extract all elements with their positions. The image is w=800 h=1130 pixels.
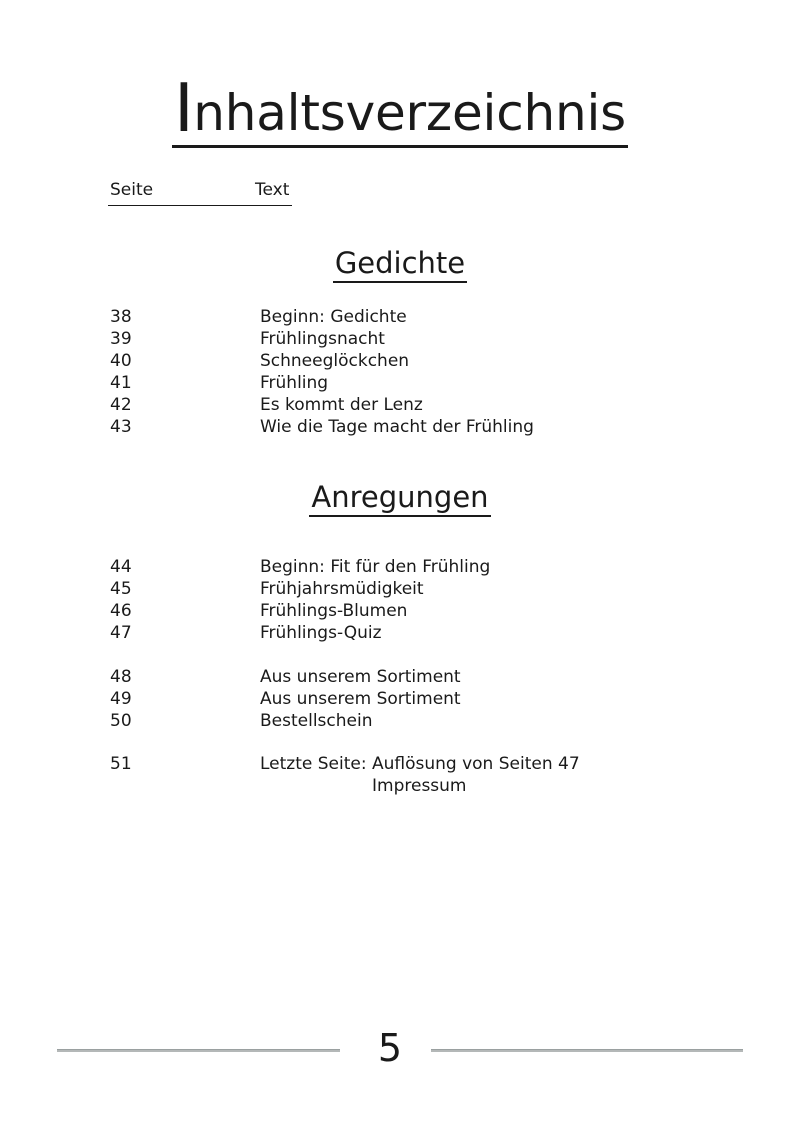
toc-entry-page: 40	[110, 351, 132, 371]
toc-entry-title: Beginn: Gedichte	[260, 307, 407, 327]
toc-entry-title: Wie die Tage macht der Frühling	[260, 417, 534, 437]
toc-entry-page: 39	[110, 329, 132, 349]
toc-entry-subline[interactable]	[0, 775, 800, 797]
toc-entry-title: Aus unserem Sortiment	[260, 689, 461, 709]
toc-entry-title: Schneeglöckchen	[260, 351, 410, 371]
toc-entry-title: Frühjahrsmüdigkeit	[260, 579, 424, 599]
section-heading-anregungen	[0, 480, 800, 517]
toc-entry[interactable]	[0, 688, 800, 710]
toc-entry[interactable]	[0, 350, 800, 372]
toc-entry-title: Frühlings-Quiz	[260, 623, 382, 643]
toc-entry-page: 41	[110, 373, 132, 393]
toc-entry-title: Frühlings-Blumen	[260, 601, 408, 621]
page-title-initial: I	[173, 69, 194, 147]
toc-entry[interactable]	[0, 394, 800, 416]
toc-entry[interactable]	[0, 328, 800, 350]
toc-entry[interactable]	[0, 556, 800, 578]
page-title-underlined	[172, 69, 628, 148]
toc-list-letzte-seite	[0, 753, 800, 797]
column-header-text: Text	[255, 180, 290, 200]
toc-entry-page: 50	[110, 711, 132, 731]
toc-entry[interactable]	[0, 753, 800, 775]
section-heading-gedichte	[0, 246, 800, 283]
section-heading-gedichte-label: Gedichte	[333, 249, 467, 283]
footer-rule-left	[57, 1049, 340, 1052]
footer-page-number: 5	[377, 1026, 403, 1070]
toc-entry[interactable]	[0, 600, 800, 622]
toc-entry-page: 48	[110, 667, 132, 687]
toc-entry-title: Bestellschein	[260, 711, 373, 731]
toc-entry-title: Aus unserem Sortiment	[260, 667, 461, 687]
page-title-rest: nhaltsverzeichnis	[193, 84, 627, 142]
toc-entry[interactable]	[0, 416, 800, 438]
toc-entry-page: 51	[110, 754, 132, 774]
toc-entry-page: 38	[110, 307, 132, 327]
toc-entry[interactable]	[0, 578, 800, 600]
toc-entry-page: 46	[110, 601, 132, 621]
page-title	[0, 69, 800, 148]
toc-entry-title: Frühling	[260, 373, 329, 393]
toc-list-sortiment	[0, 666, 800, 732]
toc-entry[interactable]	[0, 306, 800, 328]
toc-entry-title: Frühlingsnacht	[260, 329, 385, 349]
toc-entry-title: Beginn: Fit für den Frühling	[260, 557, 491, 577]
toc-entry-page: 47	[110, 623, 132, 643]
toc-entry-subline-title: Impressum	[372, 776, 467, 796]
toc-entry-page: 45	[110, 579, 132, 599]
column-header-page: Seite	[110, 180, 154, 200]
column-header	[108, 180, 292, 206]
toc-entry-page: 49	[110, 689, 132, 709]
section-heading-anregungen-label: Anregungen	[309, 483, 490, 517]
toc-entry[interactable]	[0, 622, 800, 644]
toc-entry[interactable]	[0, 372, 800, 394]
toc-list-gedichte	[0, 306, 800, 438]
toc-entry[interactable]	[0, 666, 800, 688]
toc-entry-page: 43	[110, 417, 132, 437]
toc-entry-title: Es kommt der Lenz	[260, 395, 423, 415]
toc-list-anregungen	[0, 556, 800, 644]
footer-rule-right	[431, 1049, 743, 1052]
toc-entry[interactable]	[0, 710, 800, 732]
toc-entry-title: Letzte Seite: Auflösung von Seiten 47	[260, 754, 580, 774]
toc-entry-page: 44	[110, 557, 132, 577]
toc-entry-page: 42	[110, 395, 132, 415]
